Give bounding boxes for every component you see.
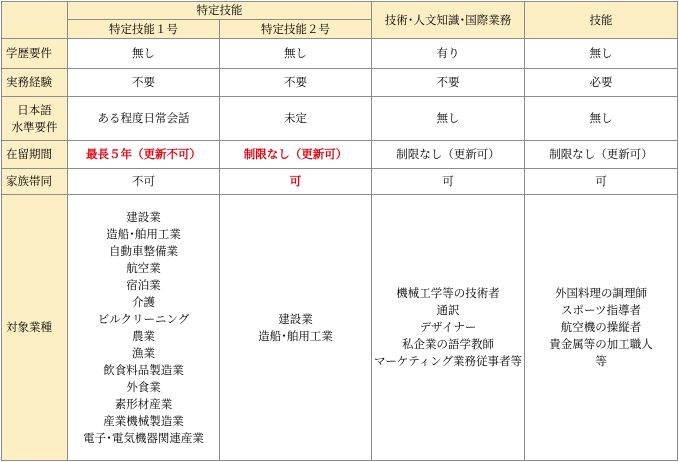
row-zairyu	[2, 141, 678, 169]
cell-zairyu-tokutei2: 制限なし（更新可）	[220, 141, 372, 169]
industry-item: スポーツ指導者	[560, 303, 642, 317]
header-ginou: 技能	[525, 2, 678, 39]
industry-item: 外食業	[126, 379, 161, 394]
industry-item: マーケティング業務従事者等	[373, 354, 523, 368]
industry-item: ビルクリーニング	[97, 311, 190, 326]
industry-item: 介護	[132, 294, 155, 309]
industry-item: デザイナー	[419, 320, 477, 334]
cell-nihongo-ginou: 無し	[525, 97, 678, 141]
cell-nihongo-tokutei1: ある程度日常会話	[68, 97, 220, 141]
cell-gakureki-ginou: 無し	[525, 39, 678, 69]
industry-item: 建設業	[126, 209, 161, 224]
industry-item: 通訳	[436, 303, 460, 317]
industry-item: 素形材産業	[114, 396, 173, 411]
cell-nihongo-tokutei2: 未定	[220, 97, 372, 141]
row-label-kazoku: 家族帯同	[2, 169, 68, 195]
industry-item: 産業機械製造業	[103, 413, 184, 428]
cell-zairyu-ginou: 制限なし（更新可）	[525, 141, 678, 169]
header-tokutei-group: 特定技能	[68, 2, 372, 20]
cell-gakureki-tokutei2: 無し	[220, 39, 372, 69]
cell-gyoushu-tokutei1	[68, 195, 220, 461]
row-gakureki	[2, 39, 678, 69]
cell-zairyu-gijinkoku: 制限なし（更新可）	[372, 141, 525, 169]
industry-list-tokutei2	[220, 311, 371, 345]
industry-list-gijinkoku	[372, 285, 524, 370]
cell-kazoku-ginou: 可	[525, 169, 678, 195]
cell-gyoushu-ginou	[525, 195, 678, 461]
industry-item: 貴金属等の加工職人	[549, 337, 653, 351]
industry-item: 外国料理の調理師	[555, 286, 647, 300]
header-tokutei-2: 特定技能２号	[220, 20, 372, 39]
cell-jitsumu-gijinkoku: 不要	[372, 69, 525, 97]
visa-comparison-table	[1, 1, 678, 461]
industry-item: 飲食料品製造業	[103, 362, 184, 377]
row-label-nihongo-line-2: 水準要件	[11, 119, 58, 134]
cell-jitsumu-tokutei1: 不要	[68, 69, 220, 97]
industry-item: 電子･電気機器関連産業	[83, 430, 204, 445]
industry-item: 航空機の操縦者	[560, 320, 642, 334]
cell-gakureki-gijinkoku: 有り	[372, 39, 525, 69]
industry-list-ginou	[525, 285, 677, 370]
cell-gyoushu-tokutei2	[220, 195, 372, 461]
header-tokutei-1: 特定技能１号	[68, 20, 220, 39]
industry-item: 漁業	[132, 345, 155, 360]
row-label-jitsumu: 実務経験	[2, 69, 68, 97]
industry-item: 等	[595, 354, 607, 368]
industry-list-tokutei1	[68, 209, 219, 447]
industry-item: 航空業	[126, 260, 161, 275]
cell-jitsumu-ginou: 必要	[525, 69, 678, 97]
row-jitsumu	[2, 69, 678, 97]
industry-item: 造船･舶用工業	[258, 328, 333, 343]
industry-item: 造船･舶用工業	[106, 226, 181, 241]
header-gijinkoku: 技術･人文知識･国際業務	[372, 2, 525, 39]
row-label-gakureki: 学歴要件	[2, 39, 68, 69]
row-kazoku	[2, 169, 678, 195]
row-label-gyoushu: 対象業種	[2, 195, 68, 461]
cell-gakureki-tokutei1: 無し	[68, 39, 220, 69]
cell-kazoku-tokutei2: 可	[220, 169, 372, 195]
row-label-zairyu: 在留期間	[2, 141, 68, 169]
row-gyoushu	[2, 195, 678, 461]
industry-item: 農業	[132, 328, 155, 343]
cell-zairyu-tokutei1: 最長５年（更新不可）	[68, 141, 220, 169]
cell-jitsumu-tokutei2: 不要	[220, 69, 372, 97]
industry-item: 自動車整備業	[109, 243, 178, 258]
industry-item: 機械工学等の技術者	[396, 286, 500, 300]
industry-item: 宿泊業	[126, 277, 161, 292]
industry-item: 私企業の語学教師	[402, 337, 494, 351]
cell-nihongo-gijinkoku: 無し	[372, 97, 525, 141]
cell-gyoushu-gijinkoku	[372, 195, 525, 461]
header-corner-cell	[2, 2, 68, 39]
industry-item: 建設業	[278, 311, 313, 326]
row-label-nihongo-line-1: 日本語	[17, 102, 52, 117]
cell-kazoku-tokutei1: 不可	[68, 169, 220, 195]
cell-kazoku-gijinkoku: 可	[372, 169, 525, 195]
row-nihongo	[2, 97, 678, 141]
row-label-nihongo	[2, 97, 68, 141]
